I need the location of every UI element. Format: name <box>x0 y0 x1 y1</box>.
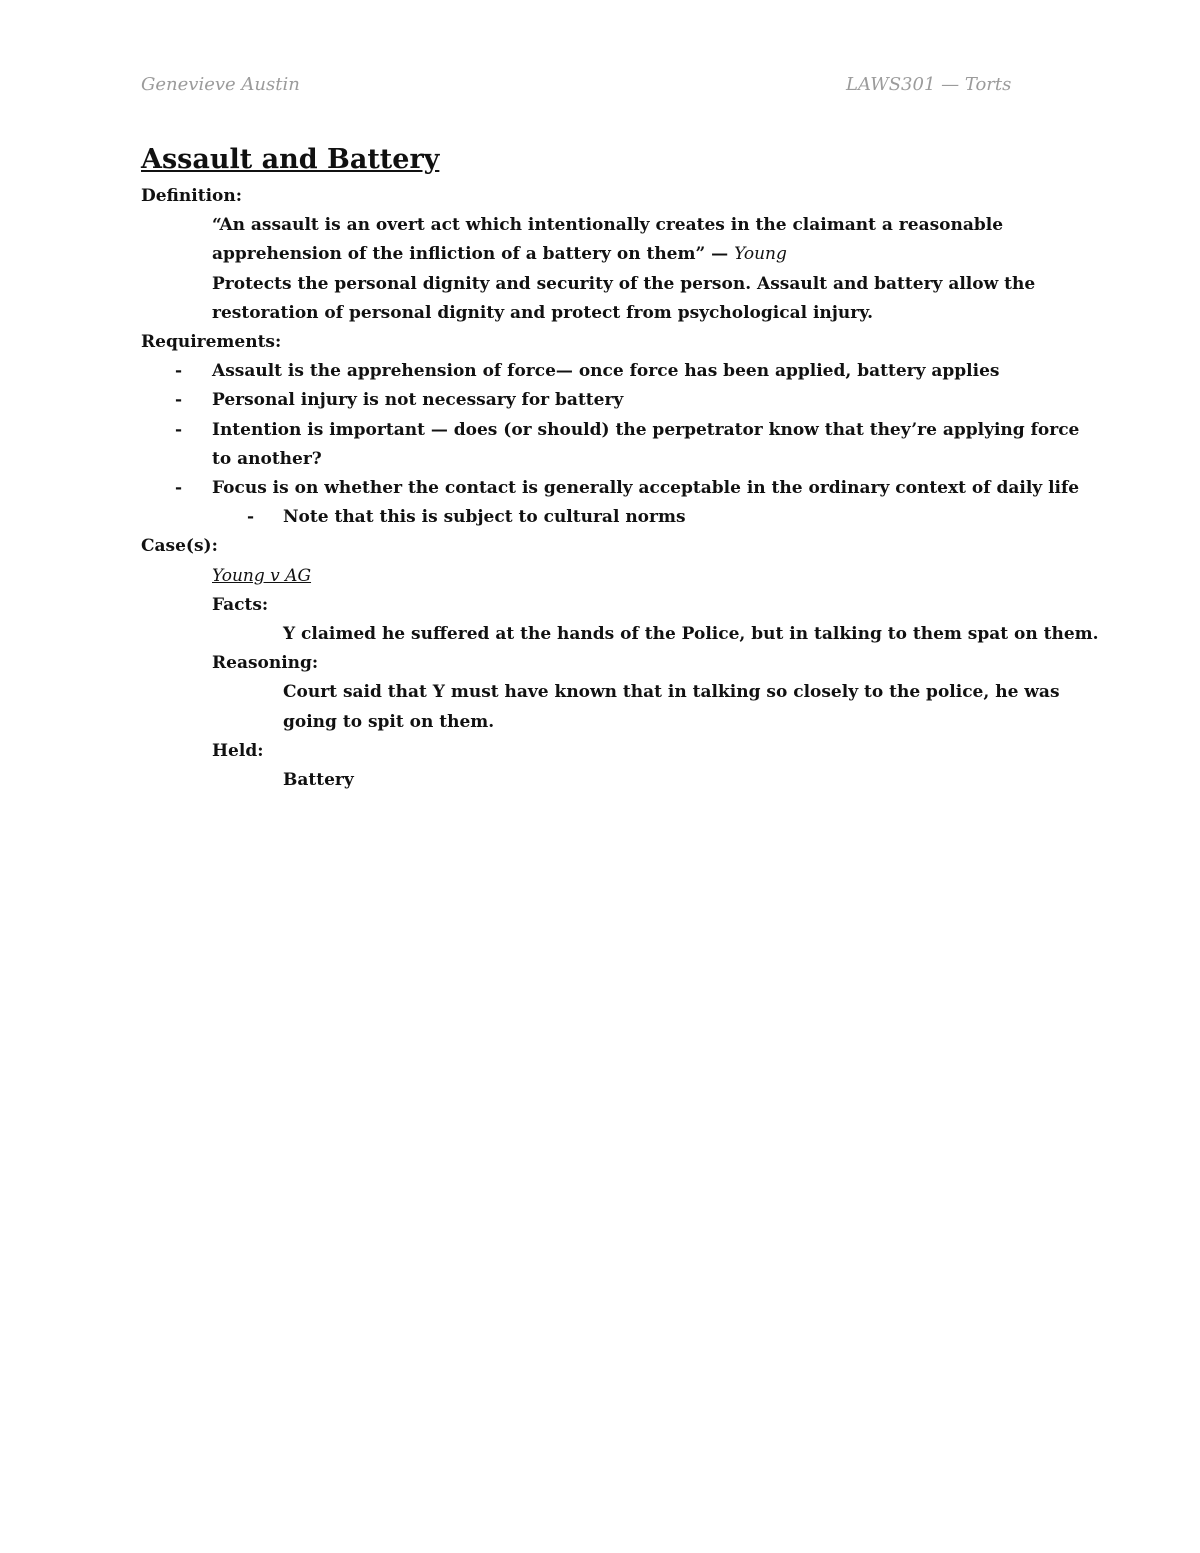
bullet-dash: - <box>175 419 183 440</box>
requirement-text: Personal injury is not necessary for battery <box>212 390 624 411</box>
requirement-sub-text: Note that this is subject to cultural norms <box>283 507 686 528</box>
header-course: LAWS301 — Torts <box>846 74 1012 95</box>
requirement-item <box>141 357 1071 386</box>
requirement-item <box>141 474 1080 503</box>
facts-label: Facts: <box>212 594 269 615</box>
reasoning-label: Reasoning: <box>212 653 319 674</box>
held-label: Held: <box>212 740 264 761</box>
bullet-dash: - <box>175 390 183 411</box>
reasoning-text-line-2: going to spit on them. <box>283 711 495 732</box>
definition-quote-line-1: “An assault is an overt act which intentionally creates in the claimant a reasonable <box>212 215 1004 236</box>
case-name: Young v AG <box>212 565 312 586</box>
requirement-sub-item <box>141 503 1071 532</box>
facts-text: Y claimed he suffered at the hands of the Police, but in talking to them spat on them. <box>283 624 1099 645</box>
definition-paragraph-line-2: restoration of personal dignity and protect from psychological injury. <box>212 302 874 323</box>
requirement-text: Assault is the apprehension of force— once force has been applied, battery applies <box>212 361 1000 382</box>
requirement-text: Focus is on whether the contact is generally acceptable in the ordinary context of daily life <box>212 478 1080 499</box>
page-title: Assault and Battery <box>141 144 440 175</box>
held-text: Battery <box>283 770 354 791</box>
bullet-dash: - <box>175 478 183 499</box>
definition-paragraph-line-1: Protects the personal dignity and security of the person. Assault and battery allow the <box>212 273 1036 294</box>
requirement-item <box>141 386 1071 415</box>
header-author: Genevieve Austin <box>141 74 300 95</box>
requirement-item <box>141 416 1080 445</box>
definition-heading: Definition: <box>141 186 243 206</box>
requirement-continuation: to another? <box>212 448 322 469</box>
requirement-text: Intention is important — does (or should) the perpetrator know that they’re applying force <box>212 419 1080 440</box>
reasoning-text-line-1: Court said that Y must have known that in talking so closely to the police, he was <box>283 682 1060 703</box>
bullet-dash: - <box>247 507 255 528</box>
definition-quote-source: Young <box>734 244 787 265</box>
document-body <box>141 142 1099 795</box>
cases-heading: Case(s): <box>141 536 218 557</box>
definition-quote-line-2 <box>141 240 1071 269</box>
bullet-dash: - <box>175 361 183 382</box>
requirements-heading: Requirements: <box>141 332 282 353</box>
case-name-line <box>141 562 1071 591</box>
definition-quote-text: apprehension of the infliction of a battery on them” — <box>212 244 735 265</box>
